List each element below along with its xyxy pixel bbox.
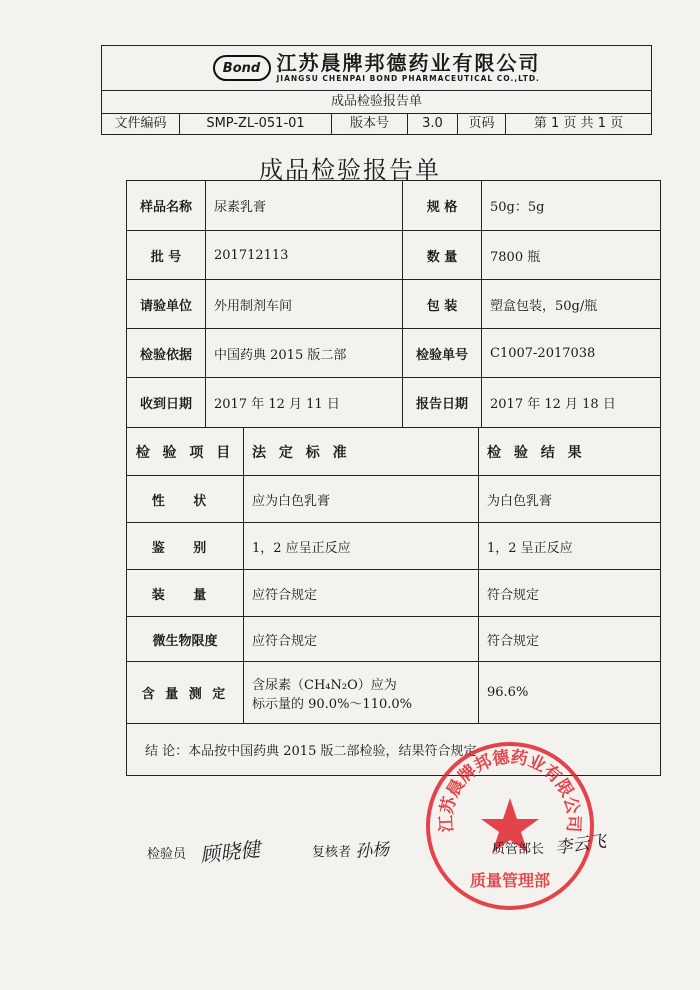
row-result: 1，2 呈正反应 <box>479 523 661 570</box>
reviewer-label: 复核者 <box>312 845 352 860</box>
doc-code-label: 文件编码 <box>102 113 180 135</box>
conclusion: 结 论：本品按中国药典 2015 版二部检验，结果符合规定 <box>127 724 661 776</box>
row-result: 符合规定 <box>479 570 661 617</box>
row-item: 含 量 测 定 <box>127 662 244 724</box>
package: 塑盒包装，50g/瓶 <box>482 280 661 329</box>
report-date-label: 报告日期 <box>403 378 482 428</box>
inspector-signature: 顾晓健 <box>199 836 262 868</box>
col-standard-header: 法 定 标 准 <box>244 428 479 476</box>
row-standard <box>244 662 479 724</box>
seal-bottom-text: 质量管理部 <box>469 871 551 890</box>
company-banner <box>102 46 651 91</box>
row-standard: 应为白色乳膏 <box>244 476 479 523</box>
table-row <box>127 570 661 617</box>
row-standard: 应符合规定 <box>244 617 479 662</box>
quantity-label: 数 量 <box>403 231 482 280</box>
row-result: 为白色乳膏 <box>479 476 661 523</box>
sample-info-table <box>126 180 661 428</box>
table-row <box>127 662 661 724</box>
batch-label: 批 号 <box>127 231 206 280</box>
sample-name-label: 样品名称 <box>127 181 206 231</box>
spec: 50g：5g <box>482 181 661 231</box>
table-row <box>127 617 661 662</box>
row-item: 性 状 <box>127 476 244 523</box>
form-name: 成品检验报告单 <box>102 90 651 114</box>
report-date: 2017 年 12 月 18 日 <box>482 378 661 428</box>
row-item: 鉴 别 <box>127 523 244 570</box>
row-standard-line2: 标示量的 90.0%～110.0% <box>252 696 412 712</box>
report-no: C1007-2017038 <box>482 329 661 378</box>
spec-label: 规 格 <box>403 181 482 231</box>
requester-label: 请验单位 <box>127 280 206 329</box>
report-no-label: 检验单号 <box>403 329 482 378</box>
company-name-en: JIANGSU CHENPAI BOND PHARMACEUTICAL CO.,LTD. <box>276 74 540 83</box>
sample-name: 尿素乳膏 <box>206 181 403 231</box>
package-label: 包 装 <box>403 280 482 329</box>
document-header <box>101 45 652 135</box>
col-result-header: 检 验 结 果 <box>479 428 661 476</box>
table-row <box>127 523 661 570</box>
row-result: 96.6% <box>479 662 661 724</box>
company-seal <box>424 740 596 912</box>
table-row <box>127 476 661 523</box>
version-label: 版本号 <box>332 113 408 135</box>
page-title: 成品检验报告单 <box>259 156 441 184</box>
row-item: 微生物限度 <box>127 617 244 662</box>
seal-arc-text: 江苏晨牌邦德药业有限公司 <box>436 747 584 833</box>
version: 3.0 <box>408 113 458 135</box>
page-value: 第 1 页 共 1 页 <box>533 116 624 131</box>
batch: 201712113 <box>206 231 403 280</box>
reviewer-signature: 孙杨 <box>354 839 390 863</box>
document-meta-row <box>102 113 651 135</box>
row-standard: 1，2 应呈正反应 <box>244 523 479 570</box>
row-standard: 应符合规定 <box>244 570 479 617</box>
quantity: 7800 瓶 <box>482 231 661 280</box>
doc-code: SMP-ZL-051-01 <box>180 113 332 135</box>
row-item: 装 量 <box>127 570 244 617</box>
manager-signature: 李云飞 <box>554 831 608 859</box>
received-label: 收到日期 <box>127 378 206 428</box>
company-logo: Bond <box>213 55 271 81</box>
received-date: 2017 年 12 月 11 日 <box>206 378 403 428</box>
col-item-header: 检 验 项 目 <box>127 428 244 476</box>
basis-label: 检验依据 <box>127 329 206 378</box>
inspector-label: 检验员 <box>147 847 187 862</box>
row-result: 符合规定 <box>479 617 661 662</box>
requester: 外用制剂车间 <box>206 280 403 329</box>
basis: 中国药典 2015 版二部 <box>206 329 403 378</box>
manager-label: 质管部长 <box>492 842 545 857</box>
page-label: 页码 <box>458 113 506 135</box>
row-standard-line1: 含尿素（CH₄N₂O）应为 <box>252 677 397 693</box>
test-results-table <box>126 427 661 776</box>
company-name-cn: 江苏晨牌邦德药业有限公司 <box>276 51 541 75</box>
